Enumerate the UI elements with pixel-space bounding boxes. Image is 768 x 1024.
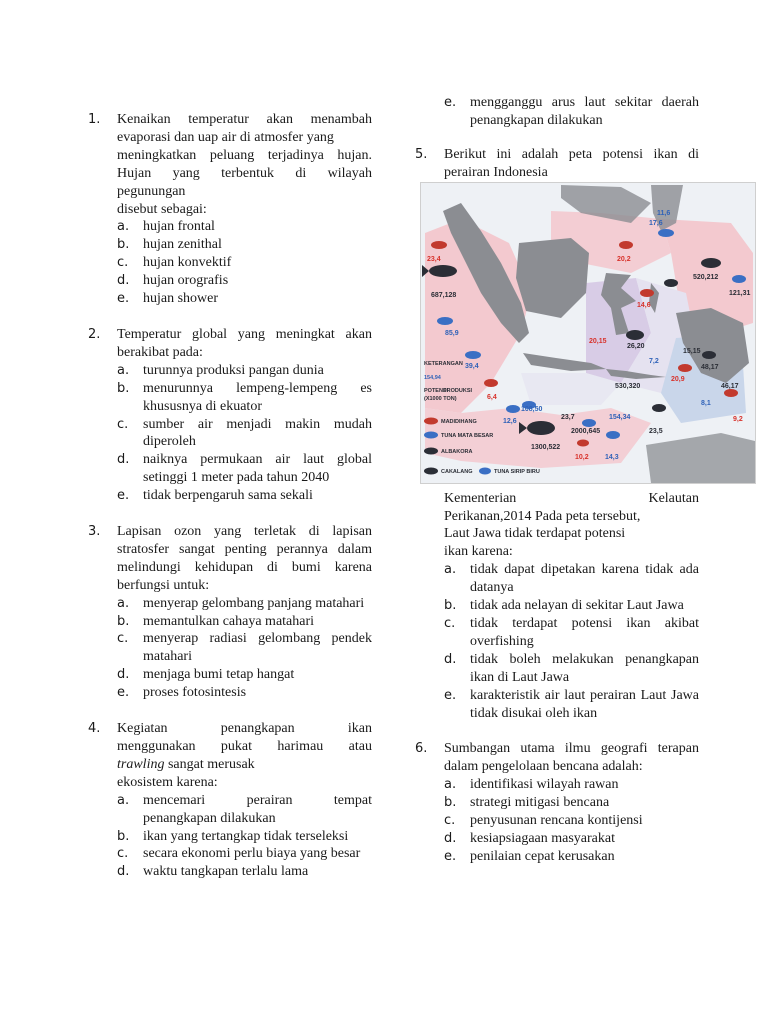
question-stem-line: meningkatkan peluang terjadinya hujan.: [117, 147, 372, 163]
option-text: proses fotosintesis: [143, 685, 247, 701]
question-number: 4.: [88, 721, 101, 737]
question-stem-line: pegunungan: [117, 183, 186, 199]
potential-value: 10,2: [575, 453, 589, 461]
fish-icon: [732, 275, 746, 283]
question-number: 2.: [88, 326, 101, 342]
option-letter: a.: [117, 595, 130, 611]
option-text: tidak dapat dipetakan karena tidak ada datanya: [470, 562, 699, 596]
potential-value: 23,7: [561, 413, 575, 421]
legend-fish-icon: [424, 447, 438, 454]
option-b[interactable]: [444, 794, 699, 812]
potential-value: 46,17: [721, 382, 739, 390]
potential-value: 20,9: [671, 375, 685, 383]
fish-icon: [429, 265, 457, 277]
fish-icon: [577, 439, 589, 446]
question-4-continued: [415, 94, 699, 130]
option-b[interactable]: [444, 597, 699, 615]
fish-icon: [431, 241, 447, 249]
option-text: tidak boleh melakukan penangkapan ikan di Laut Jawa: [470, 651, 699, 685]
potential-value: 85,9: [445, 329, 459, 337]
question-stem-line: disebut sebagai:: [117, 201, 207, 217]
option-text: penilaian cepat kerusakan: [470, 848, 615, 864]
option-letter: c.: [444, 615, 456, 631]
legend-species: ALBAKORA: [441, 448, 473, 455]
potential-value: 108,50: [521, 405, 543, 413]
fish-icon: [640, 289, 654, 297]
potential-value: 14,3: [605, 453, 619, 461]
potential-value: 1300,522: [531, 443, 561, 451]
option-d[interactable]: [117, 666, 372, 684]
option-b[interactable]: [117, 380, 372, 416]
question-number: 1.: [88, 112, 101, 127]
question-6: [415, 740, 699, 865]
option-letter: d.: [117, 667, 130, 683]
fish-icon: [506, 405, 520, 413]
question-stem-line: Kenaikan temperatur akan menambah: [117, 112, 372, 127]
right-column: [415, 94, 751, 884]
option-list: [117, 595, 372, 702]
fish-icon: [626, 330, 644, 340]
option-text: menurunnya lempeng-lempeng es khususnya di ekuator: [143, 380, 372, 414]
potential-value: 7,2: [649, 357, 659, 365]
option-text: tidak ada nelayan di sekitar Laut Jawa: [470, 598, 684, 614]
option-letter: e.: [117, 488, 130, 504]
potential-value: 520,212: [693, 273, 719, 281]
question-stem-line: berakibat pada:: [117, 344, 203, 360]
potential-value: 39,4: [465, 362, 479, 370]
question-stem-line: [117, 756, 372, 774]
option-letter: a.: [117, 219, 130, 235]
question-stem-line: Temperatur global yang meningkat akan: [117, 326, 372, 342]
legend-species: TUNA SIRIP BIRU: [494, 468, 540, 475]
option-c[interactable]: [117, 416, 372, 452]
question-stem-line: evaporasi dan uap air di atmosfer yang: [117, 129, 334, 145]
option-d[interactable]: [444, 830, 699, 848]
option-c[interactable]: [444, 812, 699, 830]
question-1: [88, 111, 372, 308]
legend-fish-icon: [424, 417, 438, 424]
fish-icon: [652, 404, 666, 412]
option-letter: b.: [117, 613, 130, 629]
question-stem-line: Sumbangan utama ilmu geografi terapan: [444, 741, 699, 757]
option-letter: e.: [117, 291, 130, 307]
option-text: hujan zenithal: [143, 237, 222, 253]
fish-icon: [724, 389, 738, 397]
option-letter: a.: [117, 362, 130, 378]
potential-value: 17,6: [649, 219, 663, 227]
fish-icon: [658, 229, 674, 237]
question-stem-line: berfungsi untuk:: [117, 577, 210, 593]
option-a[interactable]: [117, 792, 372, 828]
option-a[interactable]: [117, 218, 372, 236]
option-list: [444, 776, 699, 866]
option-text: tidak berpengaruh sama sekali: [143, 488, 313, 504]
question-stem-line: perairan Indonesia: [444, 164, 548, 180]
fish-icon: [664, 279, 678, 287]
legend-potensi: POTENSI: [424, 387, 449, 394]
legend-fish-icon: [424, 431, 438, 438]
option-letter: d.: [444, 651, 457, 667]
option-d[interactable]: [117, 451, 372, 487]
fish-icon: [658, 229, 674, 237]
option-b[interactable]: [117, 236, 372, 254]
question-stem-line: menggunakan pukat harimau atau: [117, 739, 372, 754]
option-list: [444, 94, 699, 130]
potential-value: 14,6: [637, 301, 651, 309]
question-5: [415, 146, 751, 723]
option-e[interactable]: [117, 684, 372, 702]
fish-icon: [484, 379, 498, 387]
option-text: hujan shower: [143, 291, 219, 307]
option-e[interactable]: [117, 290, 372, 308]
option-text: mencemari perairan tempat penangkapan dilakukan: [143, 792, 372, 826]
legend-title: KETERANGAN: [424, 360, 463, 367]
option-c[interactable]: [444, 615, 699, 651]
option-text: penyusunan rencana kontijensi: [470, 813, 643, 829]
option-letter: e.: [444, 687, 457, 703]
fish-icon: [484, 379, 498, 387]
option-letter: c.: [117, 631, 129, 647]
fish-icon: [506, 405, 520, 413]
question-stem-line: ikan karena:: [444, 544, 513, 560]
option-letter: b.: [444, 598, 457, 614]
option-b[interactable]: [117, 613, 372, 631]
question-stem-line: Kementerian Kelautan: [444, 490, 699, 506]
fish-icon: [465, 351, 481, 359]
potential-value: 26,20: [627, 342, 645, 350]
fish-icon: [724, 389, 738, 397]
fish-icon: [619, 241, 633, 249]
fish-icon: [606, 431, 620, 439]
question-number: 3.: [88, 524, 101, 540]
option-text: hujan frontal: [143, 219, 215, 235]
option-text: sumber air menjadi makin mudah diperoleh: [143, 416, 372, 450]
option-text: waktu tangkapan terlalu lama: [143, 864, 309, 880]
fish-icon: [582, 419, 596, 427]
option-letter: b.: [117, 237, 130, 253]
option-a[interactable]: [117, 595, 372, 613]
legend-species: CAKALANG: [441, 468, 473, 475]
question-number: 5.: [415, 146, 428, 162]
option-text: kesiapsiagaan masyarakat: [470, 830, 615, 846]
option-letter: c.: [117, 846, 129, 862]
option-text: menjaga bumi tetap hangat: [143, 667, 295, 683]
option-letter: b.: [444, 795, 457, 811]
potential-value: 6,4: [487, 393, 497, 401]
option-text: hujan orografis: [143, 273, 229, 289]
option-letter: c.: [117, 416, 129, 432]
option-text: karakteristik air laut perairan Laut Jawa tidak disukai oleh ikan: [470, 687, 699, 721]
fish-icon: [652, 404, 666, 412]
option-text: ikan yang tertangkap tidak terseleksi: [143, 828, 349, 844]
fish-icon: [732, 275, 746, 283]
question-stem-line: Laut Jawa tidak terdapat potensi: [444, 526, 626, 542]
option-text: secara ekonomi perlu biaya yang besar: [143, 846, 361, 862]
option-e[interactable]: [444, 848, 699, 866]
potential-value: 8,1: [701, 399, 711, 407]
potential-value: 15,15: [683, 347, 701, 355]
question-number: 6.: [415, 741, 428, 757]
option-letter: a.: [444, 562, 457, 578]
potential-value: 687,128: [431, 291, 457, 299]
fish-icon: [626, 330, 644, 340]
question-stem-line: stratosfer sangat penting perannya dalam: [117, 541, 372, 557]
potential-value: 23,4: [427, 255, 441, 263]
option-text: hujan konvektif: [143, 255, 232, 271]
potential-value: 20,2: [617, 255, 631, 263]
option-letter: d.: [444, 830, 457, 846]
option-letter: b.: [117, 380, 130, 396]
option-letter: d.: [117, 273, 130, 289]
option-text: strategi mitigasi bencana: [470, 795, 610, 811]
option-text: menyerap radiasi gelombang pendek matahari: [143, 631, 372, 665]
potential-value: 23,5: [649, 427, 663, 435]
fish-icon: [437, 317, 453, 325]
fish-icon: [701, 258, 721, 268]
option-letter: c.: [117, 255, 129, 271]
fish-icon: [702, 351, 716, 359]
legend-species: MADIDIHANG: [441, 418, 477, 425]
option-e[interactable]: [117, 487, 372, 505]
option-text: identifikasi wilayah rawan: [470, 777, 619, 793]
potential-value: 20,15: [589, 337, 607, 345]
fish-icon: [678, 364, 692, 372]
stem-text: sangat merusak: [164, 756, 255, 772]
option-c[interactable]: [117, 845, 372, 863]
option-letter: d.: [117, 864, 130, 880]
question-stem-line: Kegiatan penangkapan ikan: [117, 721, 372, 737]
option-a[interactable]: [444, 776, 699, 794]
option-a[interactable]: [117, 362, 372, 380]
option-text: tidak terdapat potensi ikan akibat overfishing: [470, 615, 699, 649]
left-column: [88, 111, 372, 899]
question-stem-line: Hujan yang terbentuk di wilayah: [117, 165, 372, 181]
potential-value: 530,320: [615, 382, 641, 390]
potential-value: 11,6: [657, 209, 671, 217]
question-2: [88, 326, 372, 505]
option-d[interactable]: [117, 863, 372, 881]
option-list: [117, 218, 372, 308]
fish-icon: [606, 431, 620, 439]
option-list: [444, 561, 699, 722]
fish-icon: [437, 317, 453, 325]
legend-unit-label: (X1000 TON): [424, 395, 457, 402]
potential-value: 121,31: [729, 289, 751, 297]
fish-icon: [527, 421, 555, 435]
question-stem-line: ekosistem karena:: [117, 774, 218, 790]
fish-icon: [640, 289, 654, 297]
potential-value: 154,34: [609, 413, 631, 421]
option-letter: b.: [117, 828, 130, 844]
legend-fish-icon: [424, 467, 438, 474]
option-list: [117, 362, 372, 505]
fish-icon: [664, 279, 678, 287]
option-letter: d.: [117, 452, 130, 468]
potential-value: 2000,645: [571, 427, 601, 435]
option-e[interactable]: [444, 687, 699, 723]
fish-icon: [619, 241, 633, 249]
option-letter: e.: [444, 95, 457, 110]
fish-icon: [582, 419, 596, 427]
option-letter: e.: [444, 848, 457, 864]
option-a[interactable]: [444, 561, 699, 597]
question-stem-line: Lapisan ozon yang terletak di lapisan: [117, 524, 372, 540]
option-letter: c.: [444, 813, 456, 829]
option-text: turunnya produksi pangan dunia: [143, 362, 324, 378]
question-3: [88, 523, 372, 702]
option-text: memantulkan cahaya matahari: [143, 613, 315, 629]
option-text: mengganggu arus laut sekitar daerah penangkapan dilakukan: [470, 95, 699, 128]
potential-value: 48,17: [701, 363, 719, 371]
option-text: naiknya permukaan air laut global setinggi 1 meter pada tahun 2040: [143, 452, 372, 486]
option-b[interactable]: [117, 828, 372, 846]
legend-species: TUNA MATA BESAR: [441, 432, 494, 439]
potential-value: 12,6: [503, 417, 517, 425]
question-4: [88, 720, 372, 881]
option-c[interactable]: [117, 254, 372, 272]
question-stem-line: Berikut ini adalah peta potensi ikan di: [444, 146, 699, 162]
option-letter: a.: [444, 777, 457, 793]
question-stem-line: dalam pengelolaan bencana adalah:: [444, 759, 643, 775]
italic-term: trawling: [117, 756, 165, 772]
fish-icon: [577, 439, 589, 446]
option-d[interactable]: [444, 651, 699, 687]
option-text: menyerap gelombang panjang matahari: [143, 595, 365, 611]
fish-icon: [431, 241, 447, 249]
legend-produksi: PRODUKSI: [443, 387, 473, 394]
question-stem-line: melindungi kehidupan di bumi karena: [117, 559, 372, 575]
option-d[interactable]: [117, 272, 372, 290]
fish-icon: [702, 351, 716, 359]
option-letter: a.: [117, 792, 130, 808]
fish-potential-map: [420, 182, 756, 484]
fish-icon: [701, 258, 721, 268]
legend-unit-value: 154,94: [424, 374, 441, 381]
option-list: [117, 792, 372, 882]
legend-fish-icon: [479, 467, 491, 474]
fish-icon: [678, 364, 692, 372]
option-e[interactable]: [444, 94, 699, 130]
fish-icon: [465, 351, 481, 359]
potential-value: 9,2: [733, 415, 743, 423]
option-letter: e.: [117, 685, 130, 701]
option-c[interactable]: [117, 630, 372, 666]
question-stem-line: Perikanan,2014 Pada peta tersebut,: [444, 508, 641, 524]
